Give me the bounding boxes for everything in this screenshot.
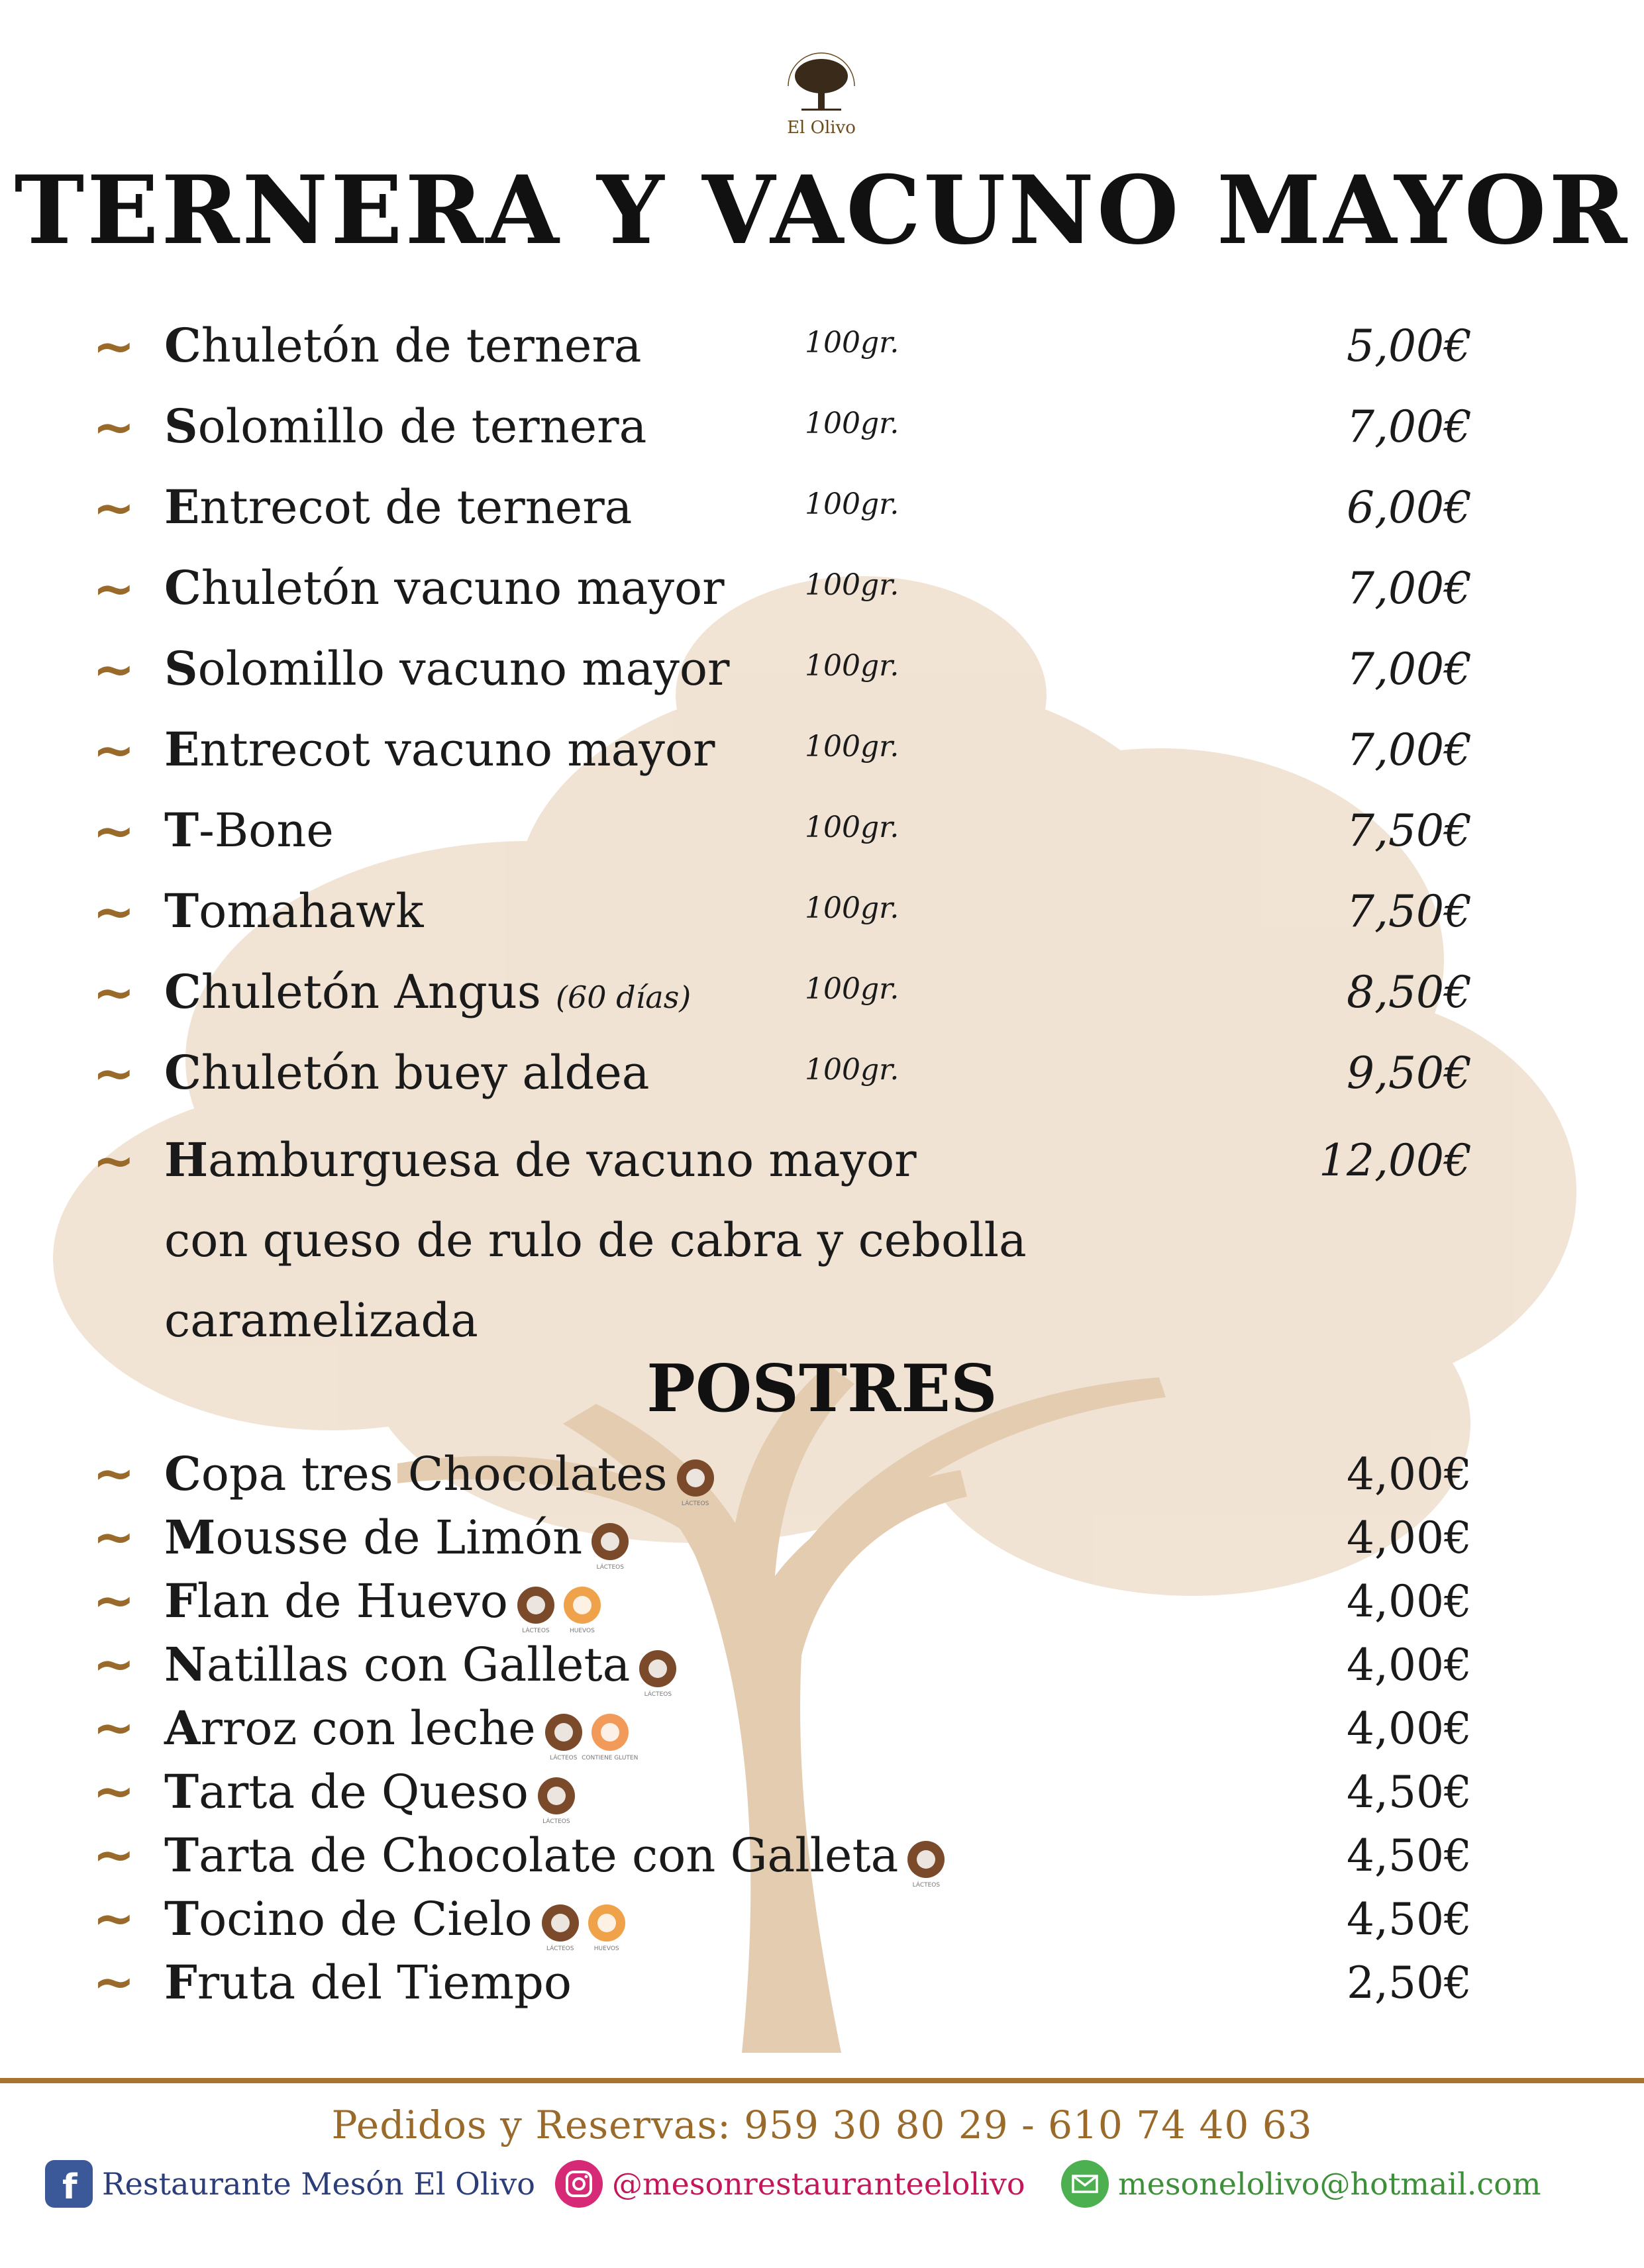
facebook-icon [45, 2160, 93, 2208]
item-price: 7,00€ [1347, 724, 1472, 775]
item-price: 7,00€ [1347, 401, 1472, 452]
allergen-label: HUEVOS [569, 1628, 595, 1634]
tilde-bullet-icon: ~ [93, 963, 135, 1022]
item-name: Chuletón vacuno mayor [164, 560, 725, 615]
egg-icon [588, 1904, 625, 1952]
allergen-label: CONTIENE GLUTEN [582, 1755, 639, 1761]
allergen-label: LÁCTEOS [596, 1564, 624, 1571]
tilde-bullet-icon: ~ [93, 720, 135, 779]
milk-jug-icon [639, 1650, 676, 1698]
olive-tree-icon [768, 40, 874, 119]
menu-item-dessert [0, 1444, 1644, 1507]
item-price: 8,50€ [1347, 967, 1472, 1018]
tilde-bullet-icon: ~ [93, 1044, 135, 1103]
menu-item-meat [0, 311, 1644, 384]
item-description-line-2: con queso de rulo de cabra y cebolla [164, 1213, 1027, 1267]
tilde-bullet-icon: ~ [93, 397, 135, 456]
item-weight: 100gr. [805, 326, 899, 360]
item-name: Fruta del Tiempo [164, 1955, 572, 2010]
menu-item-meat [0, 634, 1644, 707]
page-title: TERNERA Y VACUNO MAYOR [14, 156, 1630, 266]
item-name: Hamburguesa de vacuno mayor [164, 1132, 917, 1187]
milk-jug-icon [542, 1904, 579, 1952]
item-name: Chuletón de ternera [164, 318, 642, 373]
tilde-bullet-icon: ~ [93, 317, 135, 375]
restaurant-logo [768, 40, 874, 146]
logo-name: El Olivo [787, 118, 856, 138]
menu-item-meat [0, 796, 1644, 869]
tilde-bullet-icon: ~ [93, 1444, 135, 1503]
instagram-icon [555, 2160, 603, 2208]
item-name: Chuletón Angus (60 días) [164, 964, 692, 1019]
item-price: 4,50€ [1347, 1767, 1472, 1818]
item-price: 4,00€ [1347, 1703, 1472, 1754]
item-price: 4,00€ [1347, 1576, 1472, 1627]
menu-item-dessert [0, 1507, 1644, 1571]
item-price: 4,00€ [1347, 1449, 1472, 1500]
item-name: Tocino de Cielo LÁCTEOS HUEVOS [164, 1891, 625, 1946]
desserts-title: POSTRES [646, 1351, 998, 1427]
tilde-bullet-icon: ~ [93, 640, 135, 699]
tilde-bullet-icon: ~ [93, 801, 135, 860]
allergen-label: LÁCTEOS [549, 1755, 578, 1761]
mail-icon [1061, 2160, 1109, 2208]
item-weight: 100gr. [805, 568, 899, 602]
allergen-label: LÁCTEOS [546, 1946, 574, 1952]
menu-item-dessert [0, 1761, 1644, 1825]
svg-text:f: f [62, 2167, 77, 2207]
email-link[interactable] [1061, 2157, 1541, 2210]
item-weight: 100gr. [805, 487, 899, 521]
instagram-link[interactable] [555, 2157, 1025, 2210]
allergen-label: LÁCTEOS [681, 1501, 709, 1507]
allergen-label: LÁCTEOS [644, 1691, 672, 1698]
menu-item-meat [0, 554, 1644, 626]
item-price: 2,50€ [1347, 1957, 1472, 2008]
allergen-label: LÁCTEOS [912, 1882, 941, 1889]
item-price: 7,00€ [1347, 563, 1472, 614]
tilde-bullet-icon: ~ [93, 1698, 135, 1757]
tilde-bullet-icon: ~ [93, 478, 135, 537]
egg-icon [564, 1587, 601, 1634]
menu-item-meat [0, 1038, 1644, 1111]
email-label: mesonelolivo@hotmail.com [1118, 2166, 1541, 2202]
menu-item-meat [0, 473, 1644, 546]
tilde-bullet-icon: ~ [93, 1634, 135, 1693]
tilde-bullet-icon: ~ [93, 1131, 135, 1190]
item-price: 7,50€ [1347, 805, 1472, 856]
menu-item-dessert [0, 1825, 1644, 1889]
item-weight: 100gr. [805, 972, 899, 1006]
menu-item-dessert [0, 1952, 1644, 2016]
milk-jug-icon [538, 1777, 575, 1825]
item-weight: 100gr. [805, 891, 899, 925]
menu-item-burger [0, 1126, 1644, 1199]
item-weight: 100gr. [805, 1053, 899, 1087]
menu-item-dessert [0, 1634, 1644, 1698]
item-note: (60 días) [556, 979, 692, 1015]
wheat-icon [582, 1714, 639, 1761]
menu-item-dessert [0, 1889, 1644, 1952]
item-name: Mousse de Limón LÁCTEOS [164, 1510, 629, 1565]
item-price: 7,00€ [1347, 644, 1472, 695]
milk-jug-icon [907, 1841, 945, 1889]
item-price: 12,00€ [1319, 1135, 1472, 1186]
item-name: Entrecot de ternera [164, 479, 633, 534]
menu-item-dessert [0, 1571, 1644, 1634]
milk-jug-icon [545, 1714, 582, 1761]
tilde-bullet-icon: ~ [93, 1952, 135, 2011]
item-name: Copa tres Chocolates LÁCTEOS [164, 1446, 714, 1501]
allergen-label: HUEVOS [593, 1946, 619, 1952]
milk-jug-icon [517, 1587, 554, 1634]
item-name: Tarta de Queso LÁCTEOS [164, 1764, 575, 1819]
item-name: Natillas con Galleta LÁCTEOS [164, 1637, 676, 1692]
item-price: 4,00€ [1347, 1640, 1472, 1691]
item-description-line-3: caramelizada [164, 1293, 478, 1348]
item-price: 6,00€ [1347, 482, 1472, 533]
item-name: Flan de Huevo LÁCTEOS HUEVOS [164, 1573, 601, 1628]
milk-jug-icon [591, 1523, 629, 1571]
tilde-bullet-icon: ~ [93, 882, 135, 941]
item-name: Solomillo de ternera [164, 399, 647, 454]
facebook-label: Restaurante Mesón El Olivo [102, 2166, 535, 2202]
tilde-bullet-icon: ~ [93, 559, 135, 618]
orders-phone-line: Pedidos y Reservas: 959 30 80 29 - 610 74 40 63 [331, 2102, 1313, 2147]
item-name: Tomahawk [164, 883, 424, 938]
item-price: 5,00€ [1347, 320, 1472, 371]
allergen-label: LÁCTEOS [542, 1818, 570, 1825]
tilde-bullet-icon: ~ [93, 1571, 135, 1630]
menu-item-meat [0, 392, 1644, 465]
item-name: Entrecot vacuno mayor [164, 722, 715, 777]
item-weight: 100gr. [805, 649, 899, 683]
tilde-bullet-icon: ~ [93, 1889, 135, 1948]
item-price: 7,50€ [1347, 886, 1472, 937]
item-name: Arroz con leche LÁCTEOS CONTIENE GLUTEN [164, 1701, 629, 1755]
item-weight: 100gr. [805, 730, 899, 764]
facebook-link[interactable] [45, 2157, 535, 2210]
item-name: Chuletón buey aldea [164, 1045, 650, 1100]
milk-jug-icon [677, 1459, 714, 1507]
menu-item-meat [0, 877, 1644, 950]
footer-divider [0, 2078, 1644, 2083]
tilde-bullet-icon: ~ [93, 1761, 135, 1820]
menu-item-meat [0, 958, 1644, 1030]
tilde-bullet-icon: ~ [93, 1825, 135, 1884]
item-price: 4,50€ [1347, 1894, 1472, 1945]
item-name: T-Bone [164, 803, 334, 858]
item-price: 9,50€ [1347, 1048, 1472, 1099]
tilde-bullet-icon: ~ [93, 1507, 135, 1566]
item-price: 4,00€ [1347, 1512, 1472, 1563]
allergen-label: LÁCTEOS [522, 1628, 550, 1634]
item-price: 4,50€ [1347, 1830, 1472, 1881]
item-name: Tarta de Chocolate con Galleta LÁCTEOS [164, 1828, 945, 1883]
item-weight: 100gr. [805, 407, 899, 440]
menu-item-dessert [0, 1698, 1644, 1761]
menu-item-meat [0, 715, 1644, 788]
instagram-label: @mesonrestauranteelolivo [612, 2166, 1025, 2202]
item-name: Solomillo vacuno mayor [164, 641, 730, 696]
item-weight: 100gr. [805, 811, 899, 844]
